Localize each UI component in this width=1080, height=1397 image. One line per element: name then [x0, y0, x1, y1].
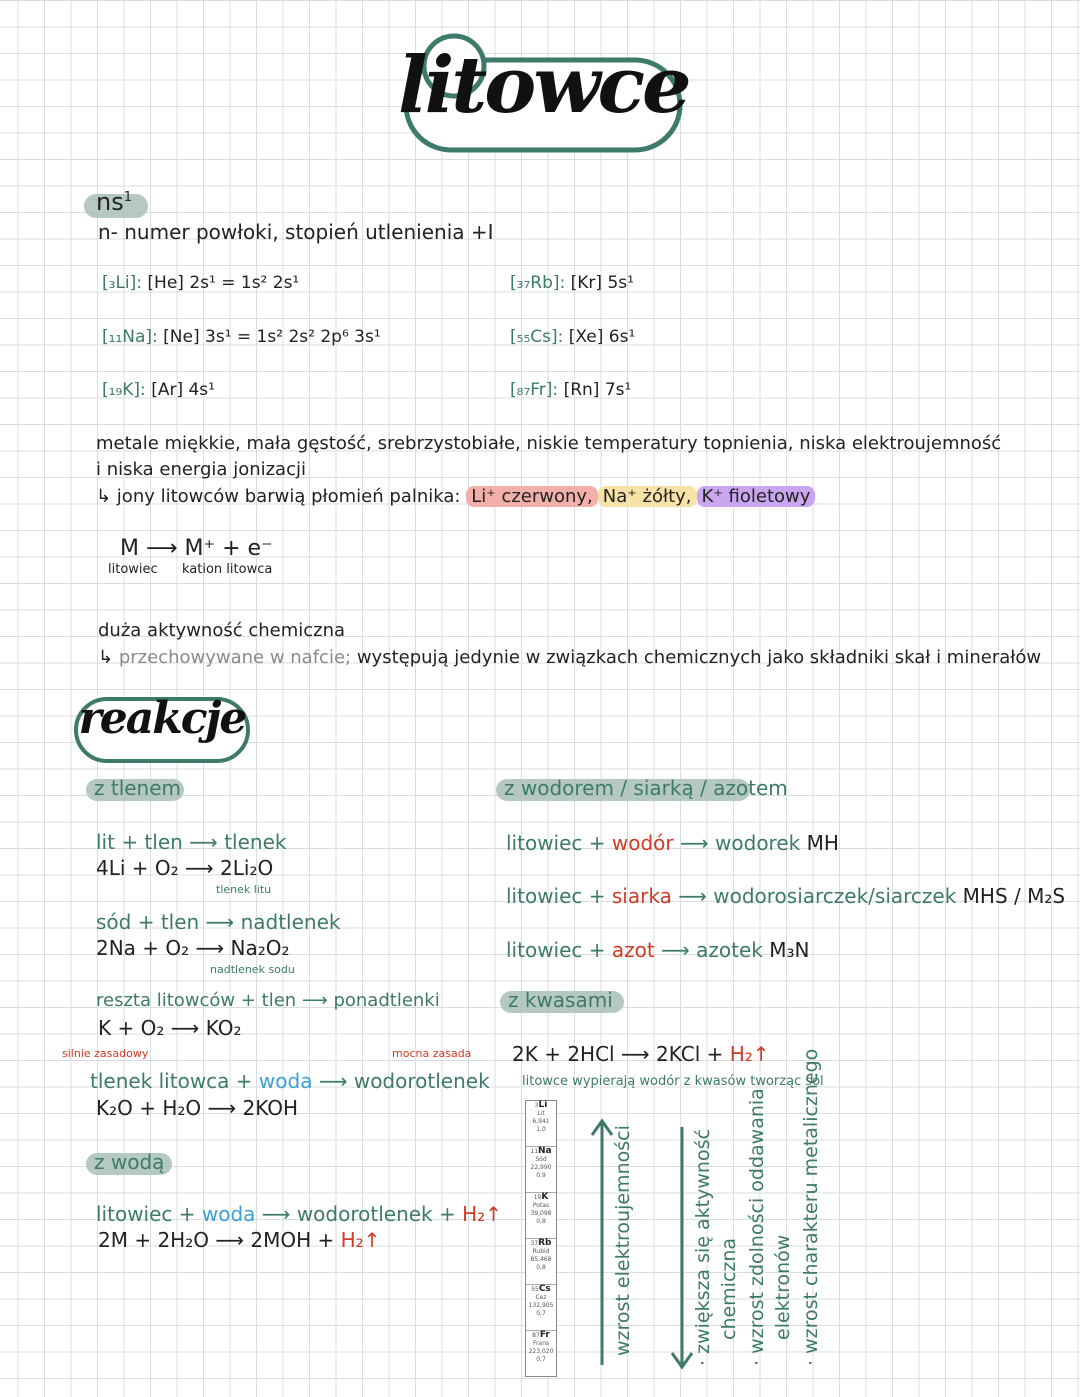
ion-equation: M ⟶ M⁺ + e⁻: [120, 536, 273, 561]
element-cell: 11Na Sód 22,990 0,9: [526, 1147, 556, 1193]
oxygen-heading: z tlenem: [94, 776, 182, 800]
config-na: [₁₁Na]: [Ne] 3s¹ = 1s² 2s² 2p⁶ 3s¹: [102, 327, 381, 347]
strong-base-left: silnie zasadowy: [62, 1047, 149, 1060]
ion-label-metal: litowiec: [108, 562, 158, 577]
oxygen-word4: tlenek litowca + woda ⟶ wodorotlenek: [90, 1069, 490, 1093]
element-cell: 87Fr Frans 223,020 0,7: [528, 1330, 554, 1363]
water-eq: 2M + 2H₂O ⟶ 2MOH + H₂↑: [98, 1228, 381, 1252]
element-cell: 37Rb Rubid 85,468 0,8: [526, 1239, 556, 1285]
oxygen-eq1: 4Li + O₂ ⟶ 2Li₂O: [96, 856, 274, 880]
props-line1: metale miękkie, mała gęstość, srebrzystobiałe, niskie temperatury topnienia, niska elektroujemność: [96, 433, 1002, 454]
props-line2: i niska energia jonizacji: [96, 459, 306, 480]
water-heading: z wodą: [94, 1150, 165, 1174]
ns-badge: $ns^1$: [96, 188, 132, 216]
water-word: litowiec + woda ⟶ wodorotlenek + H₂↑: [96, 1202, 502, 1226]
trend-electron-donation: · wzrost zdolności oddawania: [746, 1088, 768, 1366]
oxygen-eq4: K₂O + H₂O ⟶ 2KOH: [96, 1096, 299, 1120]
oxygen-eq3: K + O₂ ⟶ KO₂: [98, 1016, 242, 1040]
hydrogen-r3: litowiec + azot ⟶ azotek M₃N: [506, 938, 810, 962]
subtitle-sticker: [72, 685, 252, 767]
config-k: [₁₉K]: [Ar] 4s¹: [102, 380, 215, 400]
acids-note: litowce wypierają wodór z kwasów tworząc sól: [522, 1074, 824, 1089]
acids-eq: 2K + 2HCl ⟶ 2KCl + H₂↑: [512, 1042, 770, 1066]
flame-k: K⁺ fioletowy: [697, 486, 816, 507]
activity-line1: duża aktywność chemiczna: [98, 620, 346, 641]
ion-label-cation: kation litowca: [182, 562, 273, 577]
element-cell: 55Cs Cez 132,905 0,7: [526, 1285, 556, 1331]
oxygen-word1: lit + tlen ⟶ tlenek: [96, 830, 287, 854]
section-title: reakcje: [78, 693, 246, 744]
page-title: litowce: [398, 40, 689, 131]
element-cell: 3Li Lit 6,941 1,0: [526, 1101, 556, 1147]
title-sticker: [398, 30, 688, 160]
flame-na: Na⁺ żółty,: [598, 486, 697, 507]
strong-base-right: mocna zasada: [392, 1047, 472, 1060]
oxygen-note1: tlenek litu: [216, 883, 272, 896]
trend-metallic: · wzrost charakteru metalicznego: [800, 1048, 822, 1366]
props-line3: ↳ jony litowców barwią płomień palnika: Li⁺ czerwony, Na⁺ żółty, K⁺ fioletowy: [96, 486, 815, 507]
activity-line2: ↳ przechowywane w nafcie; występują jedynie w związkach chemicznych jako składniki skał i minerałów: [98, 647, 1042, 668]
element-cell: 19K Potas 39,098 0,8: [526, 1193, 556, 1239]
acids-heading: z kwasami: [508, 988, 613, 1012]
oxygen-word2: sód + tlen ⟶ nadtlenek: [96, 910, 341, 934]
config-li: [₃Li]: [He] 2s¹ = 1s² 2s¹: [102, 273, 300, 293]
trend-electronegativity: wzrost elektroujemności: [612, 1125, 634, 1356]
header-line: n- numer powłoki, stopień utlenienia +I: [98, 220, 494, 244]
trend-arrows: [590, 1115, 700, 1375]
config-rb: [₃₇Rb]: [Kr] 5s¹: [510, 273, 634, 293]
alkali-column-table: [525, 1100, 557, 1377]
hydrogen-r2: litowiec + siarka ⟶ wodorosiarczek/siarczek MHS / M₂S: [506, 884, 1066, 908]
trend-electron-donation-2: elektronów: [772, 1234, 794, 1340]
trend-activity-2: chemiczna: [718, 1237, 740, 1340]
oxygen-note2: nadtlenek sodu: [210, 963, 295, 976]
config-cs: [₅₅Cs]: [Xe] 6s¹: [510, 327, 636, 347]
flame-li: Li⁺ czerwony,: [466, 486, 598, 507]
trend-activity: · zwiększa się aktywność: [692, 1129, 714, 1366]
config-fr: [₈₇Fr]: [Rn] 7s¹: [510, 380, 632, 400]
hydrogen-r1: litowiec + wodór ⟶ wodorek MH: [506, 831, 839, 855]
oxygen-word3: reszta litowców + tlen ⟶ ponadtlenki: [96, 990, 440, 1011]
oxygen-eq2: 2Na + O₂ ⟶ Na₂O₂: [96, 936, 290, 960]
hydrogen-heading: z wodorem / siarką / azotem: [504, 776, 788, 800]
